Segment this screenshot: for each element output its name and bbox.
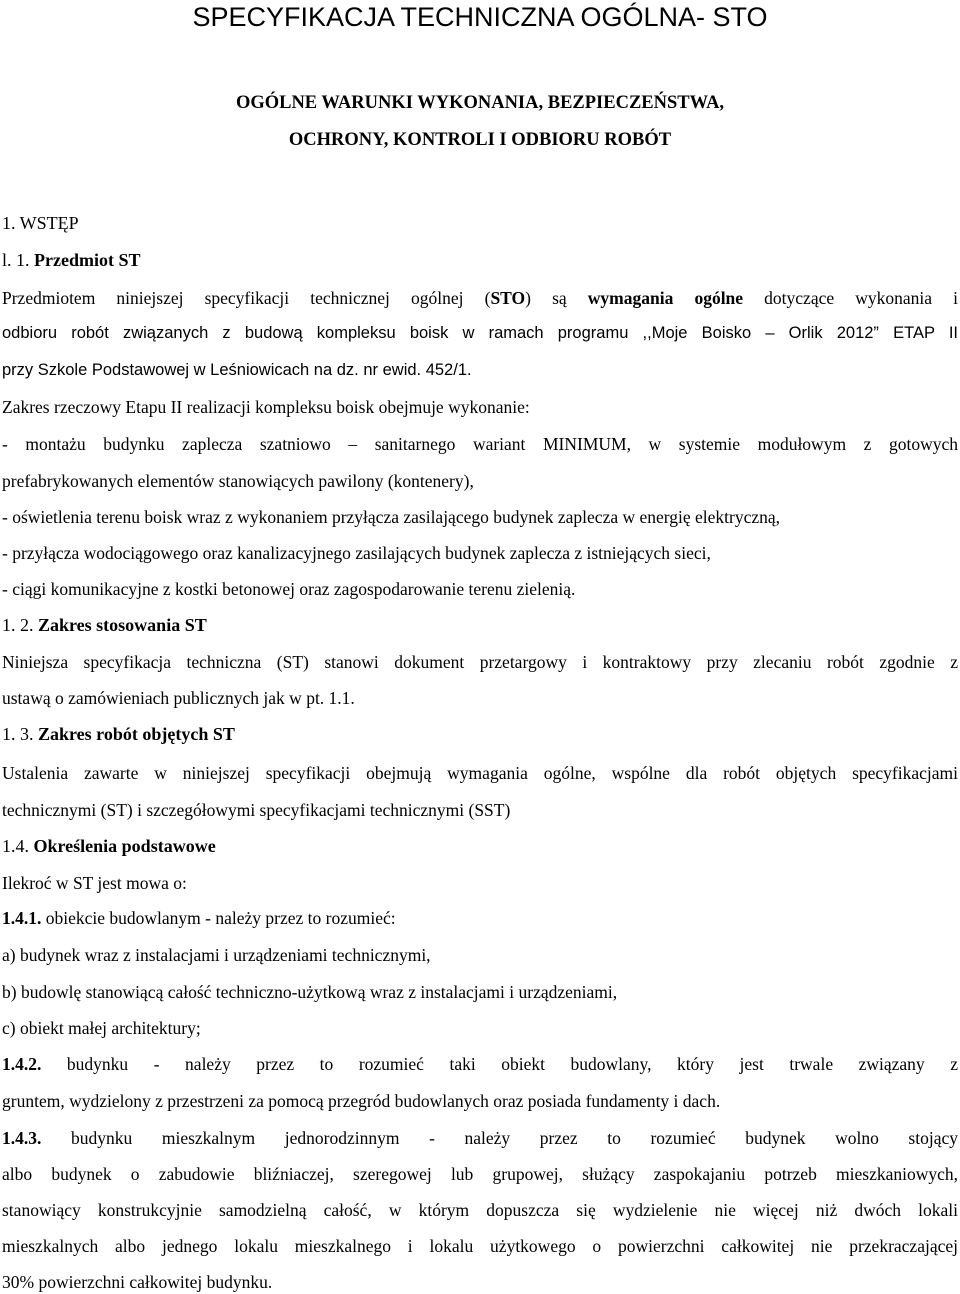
definition-1-4-3-line-1 (2, 1127, 958, 1149)
paragraph-2-line-5: - przyłącza wodociągowego oraz kanalizacyjnego zasilających budynek zaplecza z istniejących sieci, (2, 543, 711, 563)
paragraph-3-line-2: ustawą o zamówieniach publicznych jak w pt. 1.1. (2, 688, 355, 708)
definition-1-4-3-line-4: mieszkalnych albo jednego lokalu mieszkalnego i lokalu użytkowego o powierzchni całkowitej nie przekraczającej (2, 1236, 958, 1256)
definition-1-4-1-item-b: b) budowlę stanowiącą całość techniczno-użytkową wraz z instalacjami i urządzeniami, (2, 982, 618, 1002)
paragraph-4-line-2: technicznymi (ST) i szczegółowymi specyfikacjami technicznymi (SST) (2, 800, 511, 820)
section-title: Zakres stosowania ST (38, 615, 207, 635)
section-number: 1.4. (2, 836, 29, 856)
section-number: 1. 3. (2, 724, 34, 744)
paragraph-2-line-1: Zakres rzeczowy Etapu II realizacji kompleksu boisk obejmuje wykonanie: (2, 397, 530, 417)
section-number: l. 1. (2, 250, 30, 270)
text-run-bold: wymagania ogólne (587, 288, 744, 308)
document-subtitle-line2: OCHRONY, KONTROLI I ODBIORU ROBÓT (288, 130, 672, 150)
paragraph-1-line-1 (2, 287, 958, 309)
definition-1-4-2-line-2: gruntem, wydzielony z przestrzeni za pomocą przegród budowlanych oraz posiada fundamenty i dach. (2, 1091, 721, 1111)
document-subtitle-line1: OGÓLNE WARUNKI WYKONANIA, BEZPIECZEŃSTWA, (235, 93, 725, 113)
paragraph-2-line-6: - ciągi komunikacyjne z kostki betonowej oraz zagospodarowanie terenu zielenią. (2, 579, 576, 599)
paragraph-1-line-3: przy Szkole Podstawowej w Leśniowicach na dz. nr ewid. 452/1. (2, 361, 472, 379)
section-title: Zakres robót objętych ST (38, 724, 235, 744)
text-run: dotyczące wykonania i (743, 288, 958, 308)
definition-number: 1.4.3. (2, 1128, 42, 1148)
paragraph-2-line-2: - montażu budynku zaplecza szatniowo – sanitarnego wariant MINIMUM, w systemie modułowym z gotowych (2, 434, 958, 454)
paragraph-1-line-2: odbioru robót związanych z budową kompleksu boisk w ramach programu ,,Moje Boisko – Orlik 2012” ETAP II (2, 324, 958, 342)
paragraph-3-line-1: Niniejsza specyfikacja techniczna (ST) stanowi dokument przetargowy i kontraktowy przy zlecaniu robót zgodnie z (2, 652, 958, 672)
definition-number: 1.4.2. (2, 1054, 42, 1074)
definition-1-4-1-item-a: a) budynek wraz z instalacjami i urządzeniami technicznymi, (2, 945, 431, 965)
definition-1-4-3-line-2: albo budynek o zabudowie bliźniaczej, szeregowej lub grupowej, służący zaspokajaniu potrzeb mieszkaniowych, (2, 1164, 958, 1184)
definition-1-4-1-item-c: c) obiekt małej architektury; (2, 1018, 201, 1038)
definition-text: obiekcie budowlanym - należy przez to rozumieć: (41, 908, 396, 928)
text-run: ) są (525, 288, 588, 308)
paragraph-4-line-1: Ustalenia zawarte w niniejszej specyfikacji obejmują wymagania ogólne, wspólne dla robót objętych specyfikacjami (2, 763, 958, 783)
definition-text: budynku mieszkalnym jednorodzinnym - należy przez to rozumieć budynek wolno stojący (41, 1128, 958, 1148)
section-title: Przedmiot ST (34, 250, 141, 270)
paragraph-5-line-1: Ilekroć w ST jest mowa o: (2, 873, 187, 893)
definition-1-4-3-line-3: stanowiący konstrukcyjnie samodzielną całość, w którym dopuszcza się wydzielenie nie więcej niż dwóch lokali (2, 1200, 958, 1220)
section-title: Określenia podstawowe (33, 836, 216, 856)
definition-1-4-3-line-5: 30% powierzchni całkowitej budynku. (2, 1272, 273, 1292)
section-1-4-heading (2, 835, 958, 857)
section-1-heading: 1. WSTĘP (2, 213, 79, 233)
section-1-3-heading (2, 723, 958, 745)
definition-number: 1.4.1. (2, 908, 42, 928)
text-run-bold: STO (490, 288, 526, 308)
definition-text: budynku - należy przez to rozumieć taki obiekt budowlany, który jest trwale związany z (41, 1054, 958, 1074)
paragraph-2-line-4: - oświetlenia terenu boisk wraz z wykonaniem przyłącza zasilającego budynek zaplecza w energię elektryczną, (2, 507, 781, 527)
section-number: 1. 2. (2, 615, 34, 635)
paragraph-2-line-3: prefabrykowanych elementów stanowiących pawilony (kontenery), (2, 471, 474, 491)
section-1-1-heading (2, 249, 958, 271)
text-run: Przedmiotem niniejszej specyfikacji technicznej ogólnej ( (2, 288, 491, 308)
definition-1-4-2-line-1 (2, 1053, 958, 1075)
document-title: SPECYFIKACJA TECHNICZNA OGÓLNA- STO (192, 2, 768, 32)
section-1-2-heading (2, 614, 958, 636)
definition-1-4-1 (2, 907, 958, 929)
